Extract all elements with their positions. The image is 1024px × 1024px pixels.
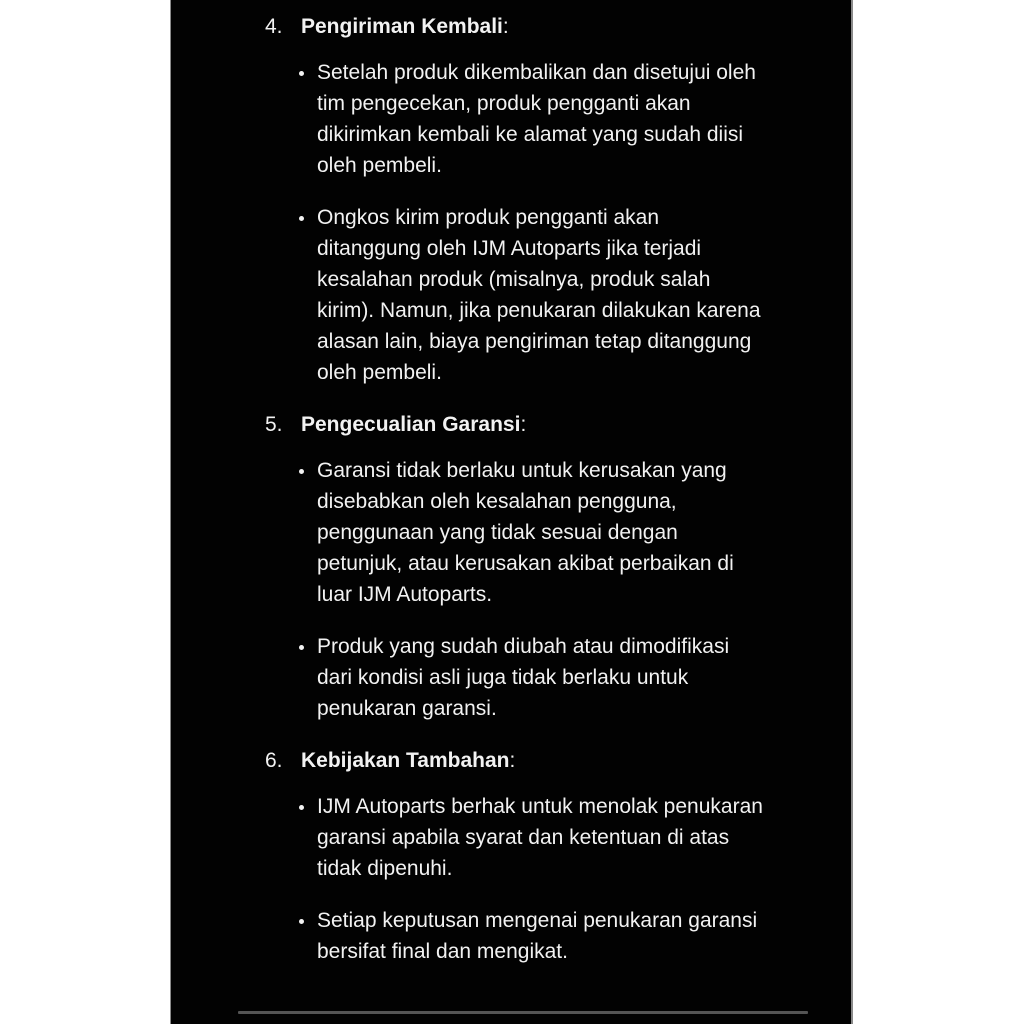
bullet-dot-icon xyxy=(299,202,317,233)
section-title: Pengecualian Garansi xyxy=(301,413,521,436)
bullet-text: Setiap keputusan mengenai penukaran garansi bersifat final dan mengikat. xyxy=(317,909,758,963)
terms-section-list xyxy=(171,11,851,967)
section-colon: : xyxy=(520,413,527,436)
section-colon: : xyxy=(502,15,509,38)
bullet-item xyxy=(299,455,851,610)
section-number: 5. xyxy=(265,413,283,436)
bullet-item xyxy=(299,791,851,884)
bullet-text: Garansi tidak berlaku untuk kerusakan yang disebabkan oleh kesalahan pengguna, penggunaan yang tidak sesuai dengan petunjuk, atau kerusakan akibat perbaikan di luar IJM Autoparts. xyxy=(317,459,734,606)
bullet-dot-icon xyxy=(299,57,317,88)
section-number: 4. xyxy=(265,15,283,38)
bullet-dot-icon xyxy=(299,455,317,486)
section-number: 6. xyxy=(265,749,283,772)
bullet-text: Ongkos kirim produk pengganti akan ditanggung oleh IJM Autoparts jika terjadi kesalahan produk (misalnya, produk salah kirim). Namun, jika penukaran dilakukan karena alasan lain, biaya pengiriman tetap ditanggung oleh pembeli. xyxy=(317,206,761,384)
terms-section xyxy=(171,11,851,388)
section-title: Pengiriman Kembali xyxy=(301,15,503,38)
bullet-dot-icon xyxy=(299,631,317,662)
bullet-item xyxy=(299,202,851,388)
terms-section xyxy=(171,745,851,967)
bottom-divider-line xyxy=(238,1011,808,1014)
bullet-dot-icon xyxy=(299,905,317,936)
bullet-item xyxy=(299,905,851,967)
section-heading xyxy=(171,409,851,440)
bullet-list xyxy=(171,791,851,967)
bullet-text: Produk yang sudah diubah atau dimodifikasi dari kondisi asli juga tidak berlaku untuk penukaran garansi. xyxy=(317,635,730,720)
bullet-text: Setelah produk dikembalikan dan disetujui oleh tim pengecekan, produk pengganti akan dikirimkan kembali ke alamat yang sudah diisi oleh pembeli. xyxy=(317,61,756,177)
terms-section xyxy=(171,409,851,724)
bullet-text: IJM Autoparts berhak untuk menolak penukaran garansi apabila syarat dan ketentuan di atas tidak dipenuhi. xyxy=(317,795,763,880)
terms-content xyxy=(171,0,851,967)
section-heading xyxy=(171,745,851,776)
section-title: Kebijakan Tambahan xyxy=(301,749,510,772)
bullet-list xyxy=(171,455,851,724)
bullet-item xyxy=(299,631,851,724)
section-colon: : xyxy=(509,749,516,772)
bullet-list xyxy=(171,57,851,388)
screenshot-frame xyxy=(170,0,853,1024)
section-heading xyxy=(171,11,851,42)
bullet-item xyxy=(299,57,851,181)
bullet-dot-icon xyxy=(299,791,317,822)
